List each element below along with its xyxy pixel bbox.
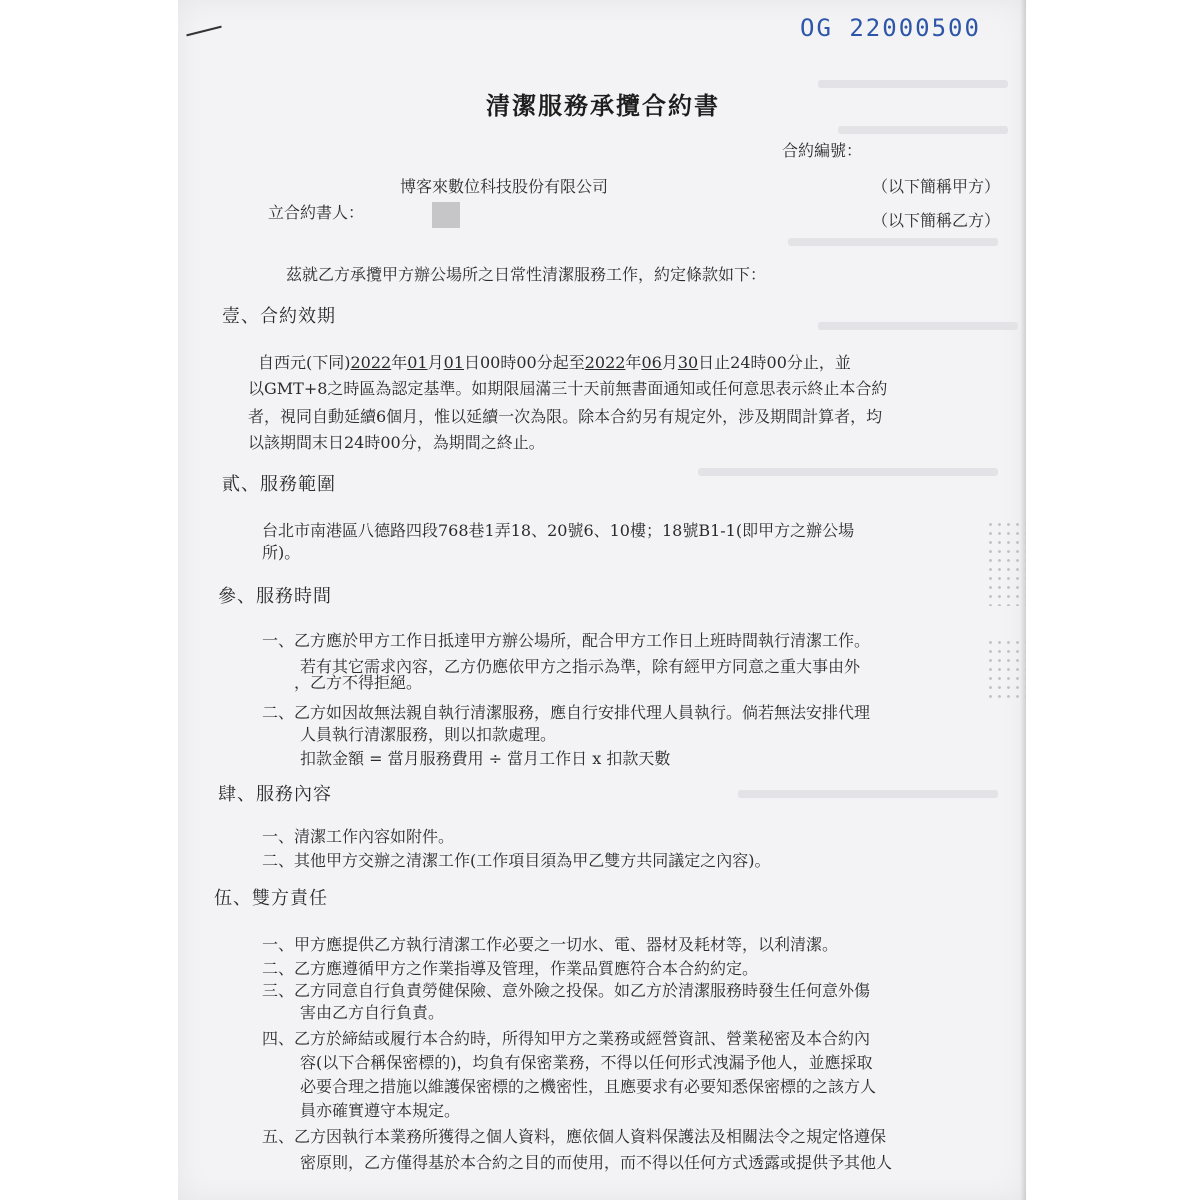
term-text: 年 — [391, 353, 408, 372]
binding-holes — [986, 638, 1026, 698]
start-month: 01 — [407, 353, 428, 372]
redacted-name — [432, 202, 460, 228]
term-text: 日止24時00分止，並 — [698, 353, 851, 372]
service-content-item-1: 一、清潔工作內容如附件。 — [262, 827, 455, 846]
responsibility-item-2: 二、乙方應遵循甲方之作業指導及管理，作業品質應符合本合約約定。 — [262, 959, 759, 978]
end-year: 2022 — [584, 353, 626, 372]
end-day: 30 — [677, 353, 699, 372]
deduction-formula: 扣款金額 = 當月服務費用 ÷ 當月工作日 x 扣款天數 — [300, 749, 671, 768]
responsibility-item-3: 三、乙方同意自行負責勞健保險、意外險之投保。如乙方於清潔服務時發生任何意外傷 — [262, 981, 871, 1000]
start-day: 01 — [443, 353, 464, 372]
intro-text: 茲就乙方承攬甲方辦公場所之日常性清潔服務工作，約定條款如下： — [286, 265, 767, 284]
section-heading-responsibilities: 伍、雙方責任 — [214, 888, 328, 909]
bleed-through-mark — [698, 468, 998, 476]
serial-number: OG 22000500 — [800, 14, 981, 42]
responsibility-item-4-cont: 必要合理之措施以維護保密標的之機密性，且應要求有必要知悉保密標的之該方人 — [300, 1077, 877, 1096]
contract-number-label: 合約編號： — [782, 141, 863, 160]
service-time-item-2: 二、乙方如因故無法親自執行清潔服務，應自行安排代理人員執行。倘若無法安排代理 — [262, 703, 871, 722]
service-time-item-1: 一、乙方應於甲方工作日抵達甲方辦公場所，配合甲方工作日上班時間執行清潔工作。 — [262, 631, 871, 650]
signatory-label: 立合約書人： — [268, 203, 365, 222]
scope-line-2: 所)。 — [262, 543, 301, 562]
responsibility-item-4-cont: 容(以下合稱保密標的)，均負有保密業務，不得以任何形式洩漏予他人，並應採取 — [300, 1053, 873, 1072]
document-title: 清潔服務承攬合約書 — [486, 91, 720, 120]
term-text: 日00時00分起至 — [463, 353, 585, 372]
term-text: 月 — [427, 353, 444, 372]
section-heading-scope: 貳、服務範圍 — [222, 474, 336, 495]
term-line-3: 者，視同自動延續6個月，惟以延續一次為限。除本合約另有規定外，涉及期間計算者，均 — [248, 407, 883, 426]
service-time-item-2-cont: 人員執行清潔服務，則以扣款處理。 — [300, 725, 557, 744]
section-heading-term: 壹、合約效期 — [222, 306, 336, 327]
binding-holes — [986, 520, 1026, 606]
term-line-2: 以GMT+8之時區為認定基準。如期限屆滿三十天前無書面通知或任何意思表示終止本合約 — [248, 379, 888, 398]
bleed-through-mark — [838, 126, 1008, 134]
term-text: 自西元(下同) — [258, 353, 351, 372]
bleed-through-mark — [788, 238, 998, 246]
section-heading-service-content: 肆、服務內容 — [218, 784, 332, 805]
responsibility-item-3-cont: 害由乙方自行負責。 — [300, 1003, 445, 1022]
term-line-1 — [258, 350, 851, 373]
party-a-note: （以下簡稱甲方） — [872, 177, 1001, 196]
section-heading-service-time: 參、服務時間 — [218, 586, 332, 607]
bleed-through-mark — [738, 790, 998, 798]
party-a-name: 博客來數位科技股份有限公司 — [400, 177, 609, 196]
bleed-through-mark — [818, 322, 1018, 330]
responsibility-item-5-cont: 密原則，乙方僅得基於本合約之目的而使用，而不得以任何方式透露或提供予其他人 — [300, 1153, 893, 1172]
term-line-4: 以該期間末日24時00分，為期間之終止。 — [248, 433, 545, 452]
service-time-item-1-cont: 若有其它需求內容，乙方仍應依甲方之指示為準，除有經甲方同意之重大事由外 — [300, 657, 861, 676]
service-time-item-1-cont: ，乙方不得拒絕。 — [294, 673, 423, 692]
service-content-item-2: 二、其他甲方交辦之清潔工作(工作項目須為甲乙雙方共同議定之內容)。 — [262, 851, 771, 870]
responsibility-item-4-cont: 員亦確實遵守本規定。 — [300, 1101, 461, 1120]
responsibility-item-5: 五、乙方因執行本業務所獲得之個人資料，應依個人資料保護法及相關法令之規定恪遵保 — [262, 1127, 887, 1146]
party-b-note: （以下簡稱乙方） — [872, 211, 1001, 230]
end-month: 06 — [641, 353, 662, 372]
term-text: 月 — [661, 353, 678, 372]
responsibility-item-1: 一、甲方應提供乙方執行清潔工作必要之一切水、電、器材及耗材等，以利清潔。 — [262, 935, 839, 954]
bleed-through-mark — [818, 80, 1008, 88]
scope-line-1: 台北市南港區八德路四段768巷1弄18、20號6、10樓；18號B1-1(即甲方之辦公場 — [262, 521, 855, 540]
start-year: 2022 — [350, 353, 392, 372]
responsibility-item-4: 四、乙方於締結或履行本合約時，所得知甲方之業務或經營資訊、營業秘密及本合約內 — [262, 1029, 871, 1048]
term-text: 年 — [625, 353, 642, 372]
